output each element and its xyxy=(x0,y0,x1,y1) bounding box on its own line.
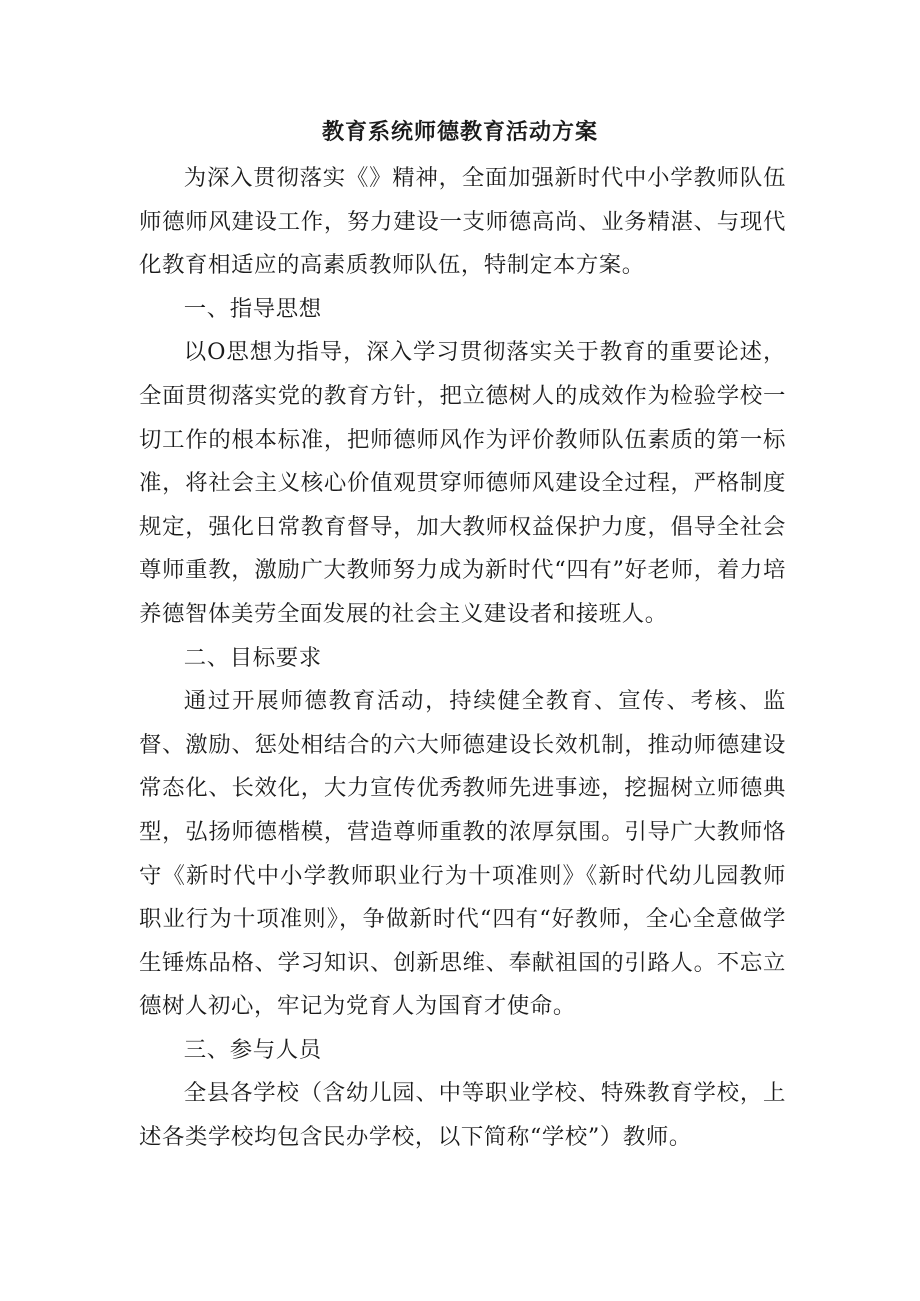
section-text-goals: 通过开展师德教育活动，持续健全教育、宣传、考核、监督、激励、惩处相结合的六大师德建设长效机制，推动师德建设常态化、长效化，大力宣传优秀教师先进事迹，挖掘树立师德典型，弘扬师德楷模，营造尊师重教的浓厚氛围。引导广大教师恪守《新时代中小学教师职业行为十项准则》《新时代幼儿园教师职业行为十项准则》，争做新时代“四有“好教师，全心全意做学生锤炼品格、学习知识、创新思维、奉献祖国的引路人。不忘立德树人初心，牢记为党育人为国育才使命。 xyxy=(139,688,786,1020)
section-text-guiding-ideology: 以O思想为指导，深入学习贯彻落实关于教育的重要论述，全面贯彻落实党的教育方针，把立德树人的成效作为检验学校一切工作的根本标准，把师德师风作为评价教师队伍素质的第一标准，将社会主义核心价值观贯穿师德师风建设全过程，严格制度规定，强化日常教育督导，加大教师权益保护力度，倡导全社会尊师重教，激励广大教师努力成为新时代“四有”好老师，着力培养德智体美劳全面发展的社会主义建设者和接班人。 xyxy=(139,339,786,627)
section-text-participants: 全县各学校（含幼儿园、中等职业学校、特殊教育学校，上述各类学校均包含民办学校，以下简称“学校”）教师。 xyxy=(139,1080,786,1151)
document-body xyxy=(139,157,786,1160)
section-heading-guiding-ideology: 一、指导思想 xyxy=(183,295,322,322)
section-heading-participants: 三、参与人员 xyxy=(183,1036,322,1063)
intro-paragraph: 为深入贯彻落实《》精神，全面加强新时代中小学教师队伍师德师风建设工作，努力建设一支师德高尚、业务精湛、与现代化教育相适应的高素质教师队伍，特制定本方案。 xyxy=(139,165,786,279)
document-title: 教育系统师德教育活动方案 xyxy=(321,120,598,145)
section-heading-goals: 二、目标要求 xyxy=(183,644,322,671)
